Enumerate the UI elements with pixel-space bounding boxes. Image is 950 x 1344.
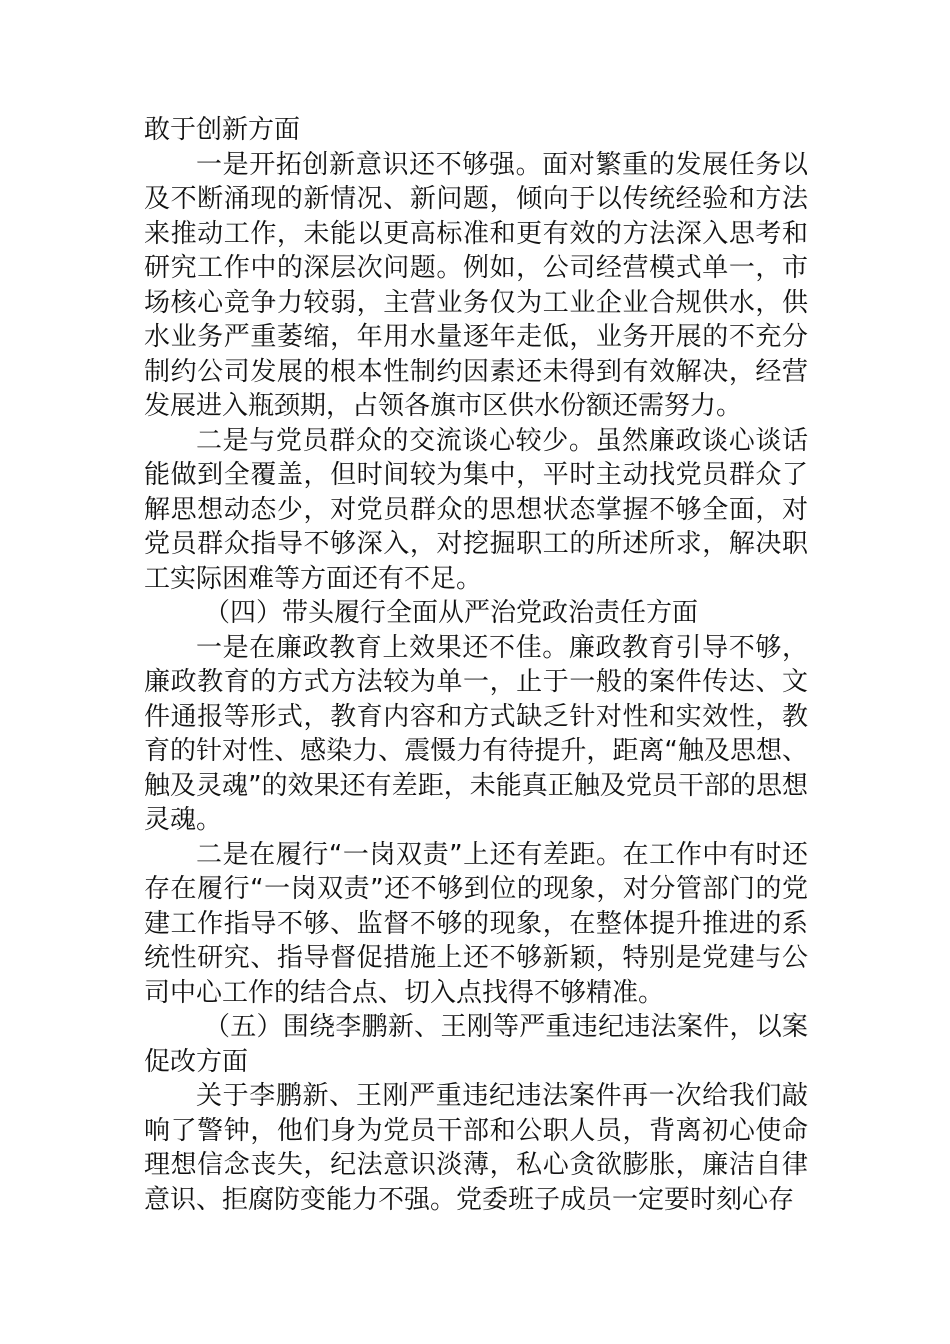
section-heading-5: （五）围绕李鹏新、王刚等严重违纪违法案件，以案促改方面: [144, 1012, 808, 1077]
paragraph-case-lessons: 关于李鹏新、王刚严重违纪违法案件再一次给我们敲响了警钟，他们身为党员干部和公职人员，背离初心使命理想信念丧失，纪法意识淡薄，私心贪欲膨胀，廉洁自律意识、拒腐防变能力不强。党委班子成员一定要时刻心存: [144, 1081, 808, 1215]
section-heading-4: （四）带头履行全面从严治党政治责任方面: [204, 598, 699, 628]
paragraph-innovation-awareness: 一是开拓创新意识还不够强。面对繁重的发展任务以及不断涌现的新情况、新问题，倾向于以传统经验和方法来推动工作，未能以更高标准和更有效的方法深入思考和研究工作中的深层次问题。例如，公司经营模式单一，市场核心竞争力较弱，主营业务仅为工业企业合规供水，供水业务严重萎缩，年用水量逐年走低，业务开展的不充分制约公司发展的根本性制约因素还未得到有效解决，经营发展进入瓶颈期，占领各旗市区供水份额还需努力。: [144, 149, 808, 421]
section-continuation-heading: 敢于创新方面: [144, 115, 301, 145]
paragraph-integrity-education: 一是在廉政教育上效果还不佳。廉政教育引导不够，廉政教育的方式方法较为单一，止于一般的案件传达、文件通报等形式，教育内容和方式缺乏针对性和实效性，教育的针对性、感染力、震慑力有待提升，距离“触及思想、触及灵魂”的效果还有差距，未能真正触及党员干部的思想灵魂。: [144, 632, 808, 835]
paragraph-dual-responsibility: 二是在履行“一岗双责”上还有差距。在工作中有时还存在履行“一岗双责”还不够到位的现象，对分管部门的党建工作指导不够、监督不够的现象，在整体提升推进的系统性研究、指导督促措施上还不够新颖，特别是党建与公司中心工作的结合点、切入点找得不够精准。: [144, 839, 808, 1008]
document-body: [144, 113, 808, 1217]
paragraph-communication: 二是与党员群众的交流谈心较少。虽然廉政谈心谈话能做到全覆盖，但时间较为集中，平时主动找党员群众了解思想动态少，对党员群众的思想状态掌握不够全面，对党员群众指导不够深入，对挖掘职工的所述所求，解决职工实际困难等方面还有不足。: [144, 425, 808, 594]
